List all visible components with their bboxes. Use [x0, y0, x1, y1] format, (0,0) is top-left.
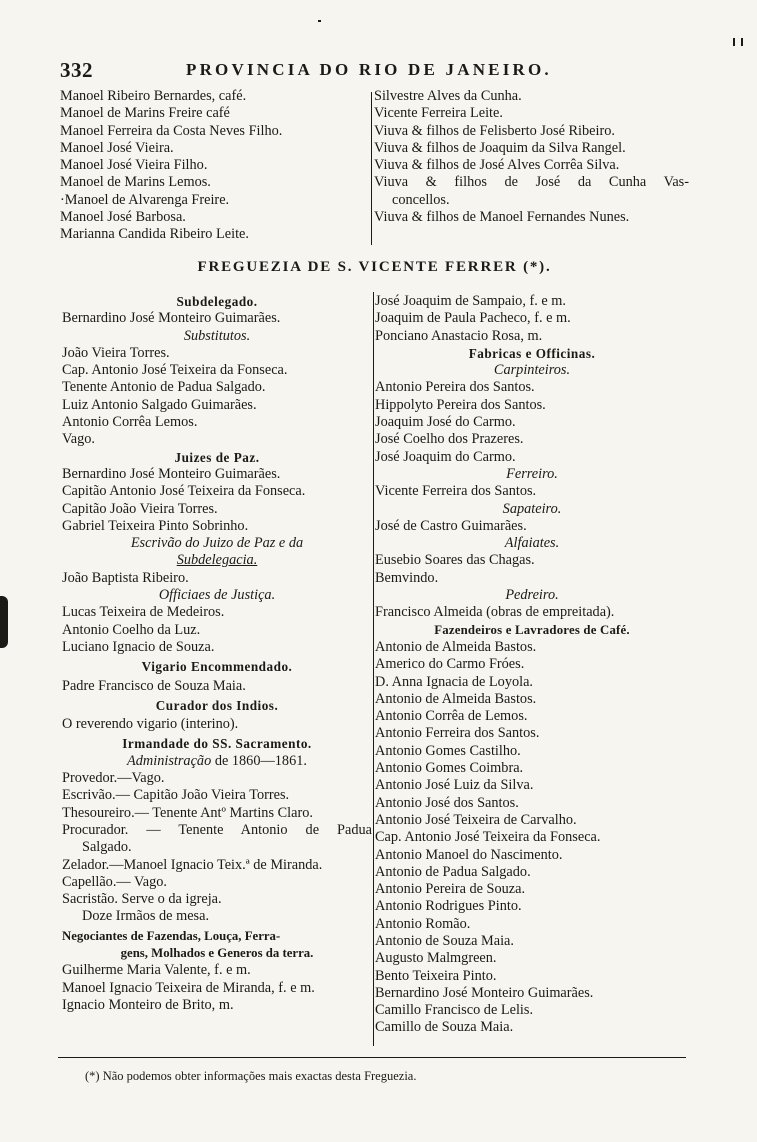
list-item: Salgado. — [82, 839, 132, 856]
irmandade-heading: Irmandade do SS. Sacramento. — [122, 736, 312, 752]
list-item: Cap. Antonio José Teixeira da Fonseca. — [375, 829, 601, 846]
list-item: Antonio Gomes Coimbra. — [375, 760, 524, 777]
list-item: Viuva & filhos de José da Cunha Vas- — [374, 174, 689, 191]
list-item: Viuva & filhos de Manoel Fernandes Nunes. — [374, 209, 630, 226]
list-item: Americo do Carmo Fróes. — [375, 656, 525, 673]
list-item: D. Anna Ignacia de Loyola. — [375, 673, 534, 690]
list-item: Vago. — [62, 431, 95, 448]
list-item: Capitão Antonio José Teixeira da Fonseca. — [62, 483, 306, 500]
list-item: Antonio Gomes Castilho. — [375, 742, 521, 759]
scan-mark — [0, 596, 8, 648]
list-item: Manoel de Marins Lemos. — [60, 174, 211, 191]
list-item: Francisco Almeida (obras de empreitada). — [375, 604, 615, 621]
section-title: FREGUEZIA DE S. VICENTE FERRER (*). — [197, 259, 552, 275]
list-item: Lucas Teixeira de Medeiros. — [62, 604, 225, 621]
list-item: Thesoureiro.— Tenente Antº Martins Claro. — [62, 804, 313, 821]
list-item: Antonio Ferreira dos Santos. — [375, 725, 540, 742]
list-item: ·Manoel de Alvarenga Freire. — [60, 191, 230, 208]
list-item: Camillo Francisco de Lelis. — [375, 1002, 534, 1019]
list-item: José de Castro Guimarães. — [375, 517, 527, 534]
list-item: Bernardino José Monteiro Guimarães. — [62, 465, 281, 482]
list-item: Manoel José Barbosa. — [60, 209, 186, 226]
scan-dot — [733, 38, 735, 46]
list-item: Gabriel Teixeira Pinto Sobrinho. — [62, 517, 249, 534]
sapateiro-heading: Sapateiro. — [502, 500, 562, 517]
pedreiro-heading: Pedreiro. — [505, 587, 559, 604]
list-item: concellos. — [392, 191, 450, 208]
list-item: Vicente Ferreira dos Santos. — [375, 483, 537, 500]
list-item: Manoel de Marins Freire café — [60, 105, 230, 122]
list-item: Antonio José Luiz da Silva. — [375, 777, 534, 794]
list-item: Ignacio Monteiro de Brito, m. — [62, 996, 234, 1013]
administracao-line — [62, 753, 372, 770]
list-item: Antonio de Almeida Bastos. — [375, 638, 537, 655]
escrivao-heading-cont: Subdelegacia. — [176, 552, 258, 569]
list-item: José Coelho dos Prazeres. — [375, 431, 524, 448]
list-item: Antonio Corrêa Lemos. — [62, 414, 198, 431]
substitutos-heading: Substitutos. — [183, 327, 251, 344]
list-item: Silvestre Alves da Cunha. — [374, 88, 522, 104]
alfaiates-heading: Alfaiates. — [504, 535, 560, 552]
list-item: Hippolyto Pereira dos Santos. — [375, 396, 546, 413]
column-divider — [371, 92, 372, 245]
list-item: Bernardino José Monteiro Guimarães. — [375, 984, 594, 1001]
list-item: Guilherme Maria Valente, f. e m. — [62, 962, 251, 979]
list-item: Marianna Candida Ribeiro Leite. — [60, 226, 249, 243]
list-item: Vicente Ferreira Leite. — [374, 105, 503, 122]
list-item: Antonio de Souza Maia. — [375, 932, 514, 949]
footnote-rule — [58, 1057, 686, 1058]
list-item: Viuva & filhos de José Alves Corrêa Silva. — [374, 157, 620, 174]
list-item: Antonio de Almeida Bastos. — [375, 690, 537, 707]
scan-dot — [318, 20, 321, 22]
list-item: Bemvindo. — [375, 569, 439, 586]
list-item: Manoel Ignacio Teixeira de Miranda, f. e m. — [62, 979, 315, 996]
list-item: Antonio Corrêa de Lemos. — [375, 708, 528, 725]
list-item: Ponciano Anastacio Rosa, m. — [375, 327, 543, 344]
list-item: Viuva & filhos de Felisberto José Ribeiro. — [374, 122, 615, 139]
list-item: Joaquim José do Carmo. — [375, 414, 516, 431]
list-item: Escrivão.— Capitão João Vieira Torres. — [62, 787, 290, 804]
list-item: Provedor.—Vago. — [62, 770, 165, 787]
officiaes-heading: Officiaes de Justiça. — [158, 587, 276, 604]
list-item: Luciano Ignacio de Souza. — [62, 638, 215, 655]
column-divider — [373, 292, 374, 1046]
list-item: Capitão João Vieira Torres. — [62, 500, 218, 517]
list-item: José Joaquim do Carmo. — [375, 448, 516, 465]
list-item: José Joaquim de Sampaio, f. e m. — [375, 293, 566, 309]
list-item: Manoel Ferreira da Costa Neves Filho. — [60, 122, 283, 139]
list-item: Viuva & filhos de Joaquim da Silva Rangel. — [374, 139, 626, 156]
administracao-years: de 1860—1861. — [214, 752, 307, 769]
carpinteiros-heading: Carpinteiros. — [493, 362, 571, 379]
list-item: Luiz Antonio Salgado Guimarães. — [62, 396, 257, 413]
freguezia-right-column — [375, 293, 689, 1037]
list-item: Antonio Coelho da Luz. — [62, 621, 201, 638]
list-item: Antonio de Padua Salgado. — [375, 863, 531, 880]
list-item: Doze Irmãos de mesa. — [82, 908, 210, 925]
list-item: João Vieira Torres. — [62, 344, 170, 361]
fazendeiros-heading: Fazendeiros e Lavradores de Café. — [434, 622, 630, 637]
fabricas-heading: Fabricas e Officinas. — [468, 345, 596, 361]
list-item: Antonio Pereira dos Santos. — [375, 379, 535, 396]
scan-dot — [741, 38, 743, 46]
negociantes-heading: Negociantes de Fazendas, Louça, Ferra- — [62, 928, 281, 943]
list-item: Padre Francisco de Souza Maia. — [62, 677, 246, 694]
footnote: (*) Não podemos obter informações mais exactas desta Freguezia. — [85, 1069, 417, 1083]
list-item: Antonio José dos Santos. — [375, 794, 519, 811]
list-item: Manoel José Vieira. — [60, 139, 174, 156]
list-item: Eusebio Soares das Chagas. — [375, 552, 535, 569]
list-item: Sacristão. Serve o da igreja. — [62, 891, 222, 908]
freguezia-left-column — [62, 293, 372, 1014]
juizes-heading: Juizes de Paz. — [174, 449, 260, 465]
page-title: PROVINCIA DO RIO DE JANEIRO. — [186, 60, 552, 79]
page-header — [58, 58, 698, 84]
list-item: Capellão.— Vago. — [62, 873, 167, 890]
list-item: Bernardino José Monteiro Guimarães. — [62, 310, 281, 327]
top-right-column — [374, 88, 689, 226]
list-item: Manoel Ribeiro Bernardes, café. — [60, 88, 247, 104]
vigario-heading: Vigario Encommendado. — [141, 659, 293, 675]
page-number: 332 — [60, 58, 93, 82]
list-item: O reverendo vigario (interino). — [62, 716, 239, 733]
subdelegado-heading: Subdelegado. — [176, 294, 258, 309]
list-item: Zelador.—Manoel Ignacio Teix.ª de Miranda. — [62, 856, 323, 873]
negociantes-heading-cont: gens, Molhados e Generos da terra. — [120, 945, 314, 960]
top-left-column — [60, 88, 368, 244]
list-item: Bento Teixeira Pinto. — [375, 967, 497, 984]
list-item: Camillo de Souza Maia. — [375, 1019, 514, 1036]
list-item: João Baptista Ribeiro. — [62, 569, 189, 586]
escrivao-heading: Escrivão do Juizo de Paz e da — [130, 535, 304, 552]
list-item: Antonio Pereira de Souza. — [375, 881, 526, 898]
list-item: Tenente Antonio de Padua Salgado. — [62, 379, 266, 396]
list-item: Antonio Rodrigues Pinto. — [375, 898, 522, 915]
list-item: Antonio José Teixeira de Carvalho. — [375, 811, 577, 828]
list-item: Manoel José Vieira Filho. — [60, 157, 208, 174]
list-item: Antonio Manoel do Nascimento. — [375, 846, 563, 863]
administracao-label: Administração — [127, 752, 212, 769]
list-item: Cap. Antonio José Teixeira da Fonseca. — [62, 362, 288, 379]
curador-heading: Curador dos Indios. — [155, 697, 279, 713]
ferreiro-heading: Ferreiro. — [506, 465, 558, 482]
list-item: Procurador. — Tenente Antonio de Padua — [62, 821, 372, 838]
list-item: Augusto Malmgreen. — [375, 950, 497, 967]
list-item: Joaquim de Paula Pacheco, f. e m. — [375, 310, 571, 327]
list-item: Antonio Romão. — [375, 915, 471, 932]
